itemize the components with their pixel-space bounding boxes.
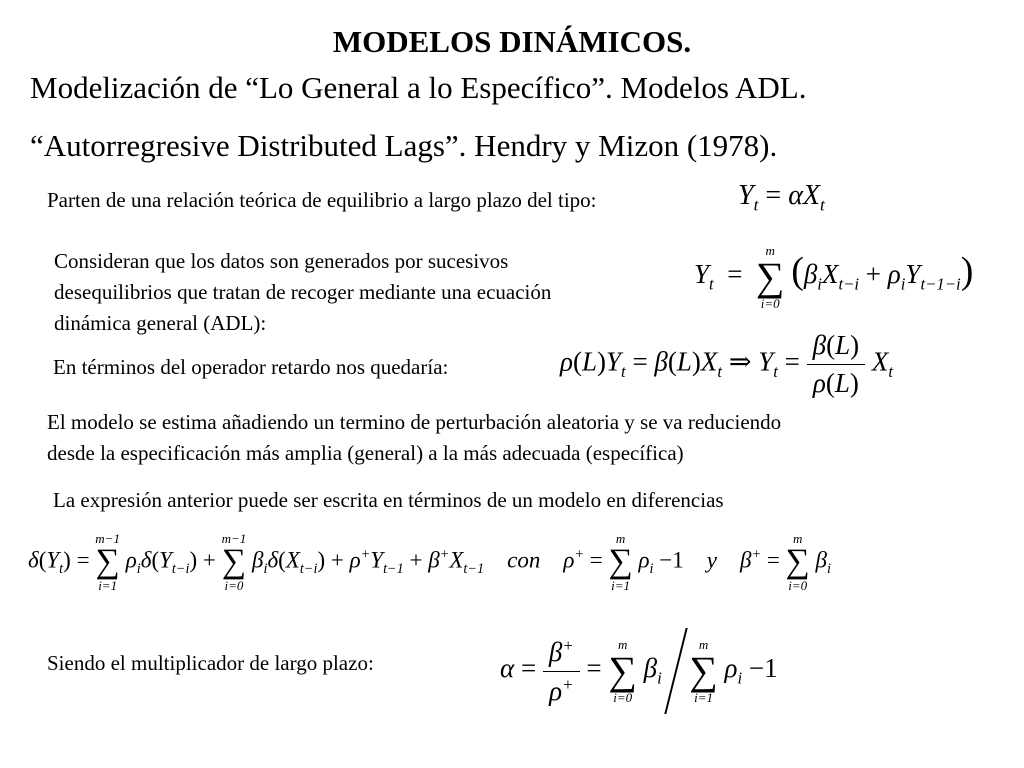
- text-estimation: [47, 407, 781, 469]
- fraction-beta-over-rho: $\frac{\beta(L)}{\rho(L)}$: [807, 330, 865, 399]
- summation-symbol: m ∑ i=0: [608, 637, 637, 705]
- text-lag-operator: En términos del operador retardo nos quedaría:: [53, 355, 449, 379]
- text-line: dinámica general (ADL):: [54, 311, 267, 335]
- text-line: El modelo se estima añadiendo un termino de perturbación aleatoria y se va reduciendo: [47, 410, 782, 434]
- summation-symbol: m ∑ i=0: [755, 243, 785, 311]
- connector-y: y: [706, 547, 717, 573]
- text-equilibrium-relation: Parten de una relación teórica de equilibrio a largo plazo del tipo:: [47, 188, 597, 212]
- page-title: MODELOS DINÁMICOS.: [332, 24, 692, 59]
- text-adl-description: [54, 246, 551, 339]
- equation-differences: $\delta(Y_t)$ = m−1 ∑ i=1 $\rho_i\delta(Y_{t-i})$ + m−1 ∑ i=0 $\beta_i\delta(X_{t-i}) + \rho^+Y_{t-1} + \beta^+X_{t-1}$ con ρ+ = m ∑ i=1 $\rho_i -1$ y β+ = m ∑ i=0 $\beta_i$: [28, 531, 831, 593]
- text-differences-model: La expresión anterior puede ser escrita en términos de un modelo en diferencias: [53, 488, 724, 512]
- summation-symbol: m ∑ i=0: [785, 531, 810, 593]
- text-long-run-multiplier: Siendo el multiplicador de largo plazo:: [47, 651, 374, 675]
- subtitle-adl: “Autorregresive Distributed Lags”. Hendry y Mizon (1978).: [30, 128, 778, 163]
- summation-symbol: m−1 ∑ i=0: [221, 531, 247, 593]
- equation-equilibrium: $Y_t = \alpha X_t$: [738, 180, 825, 215]
- equation-long-run-multiplier: α = $\frac{\beta^+}{\rho^+}$ = m ∑ i=0 $\beta_i$ m ∑ i=1 $\rho_i -1$: [500, 628, 778, 714]
- equation-lag-operator: $\rho(L)Y_t = \beta(L)X_t$ ⇒ $Y_t$ = $\frac{\beta(L)}{\rho(L)}$ $X_t$: [560, 330, 893, 398]
- connector-con: con: [507, 547, 541, 573]
- text-line: desde la especificación más amplia (general) a la más adecuada (específica): [47, 441, 684, 465]
- summation-symbol: m ∑ i=1: [689, 637, 718, 705]
- subtitle-general-to-specific: Modelización de “Lo General a lo Específico”. Modelos ADL.: [30, 70, 807, 105]
- text-line: desequilibrios que tratan de recoger mediante una ecuación: [54, 280, 552, 304]
- fraction-beta-plus-over-rho-plus: $\frac{\beta^+}{\rho^+}$: [543, 636, 580, 707]
- division-slash: [664, 628, 687, 714]
- text-line: Consideran que los datos son generados por sucesivos: [54, 249, 509, 273]
- summation-symbol: m ∑ i=1: [608, 531, 633, 593]
- summation-symbol: m−1 ∑ i=1: [95, 531, 120, 593]
- equation-adl: $Y_t$ = m ∑ i=0 $(\beta_iX_{t-i} + \rho_iY_{t-1-i})$: [694, 243, 974, 311]
